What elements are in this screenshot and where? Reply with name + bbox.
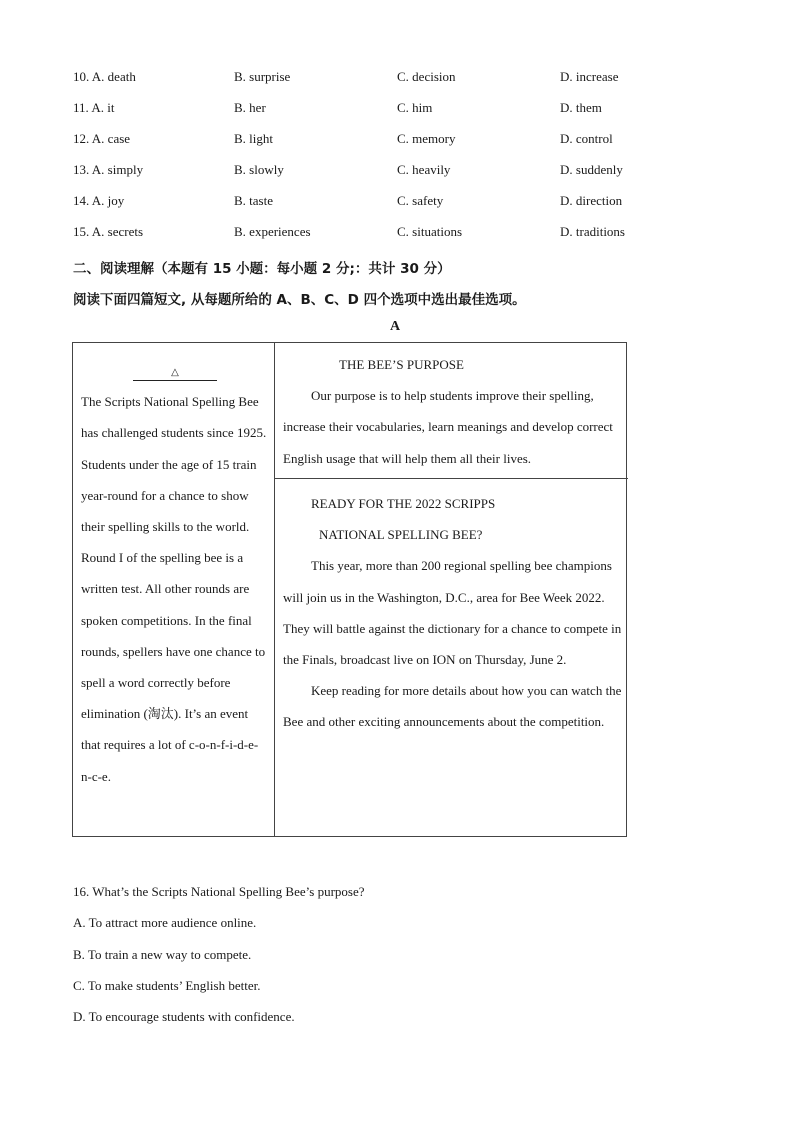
option-b: B. experiences xyxy=(234,224,311,239)
option-d: D. increase xyxy=(560,69,619,84)
option-a: 15. A. secrets xyxy=(73,224,144,239)
option-row-12 xyxy=(73,131,673,149)
left-text: The Scripts National Spelling Bee has challenged students since 1925. Students under the age of 15 train year-round for a chance to show their spelling skills to the world. Round I of the spelling bee is a written test. All other rounds are spoken competitions. In the final rounds, spellers have one chance to spell a word correctly before elimination (淘汰). It’s an event that requires a lot of c-o-n-f-i-d-e-n-c-e. xyxy=(81,394,267,784)
option-a: 13. A. simply xyxy=(73,162,144,177)
option-c: C. decision xyxy=(397,69,456,84)
passage-box xyxy=(72,342,627,837)
title-blank xyxy=(81,355,269,386)
option-b: B. taste xyxy=(234,193,273,208)
left-column xyxy=(81,355,269,792)
question-stem: 16. What’s the Scripts National Spelling Bee’s purpose? xyxy=(73,884,365,899)
answer-option-b: B. To train a new way to compete. xyxy=(73,946,252,962)
answer-option-d: D. To encourage students with confidence. xyxy=(73,1009,295,1025)
section-instruction: 阅读下面四篇短文, 从每题所给的 A、B、C、D 四个选项中选出最佳选项。 xyxy=(73,292,526,308)
option-b: B. surprise xyxy=(234,69,291,84)
option-b: B. light xyxy=(234,131,274,146)
option-d: D. traditions xyxy=(560,224,625,239)
answer-option-a: A. To attract more audience online. xyxy=(73,915,257,931)
option-c: C. heavily xyxy=(397,162,451,177)
option-a: 11. A. it xyxy=(73,100,115,115)
option-c: C. situations xyxy=(397,224,463,239)
triangle-marker: △ xyxy=(171,367,179,378)
question-16 xyxy=(73,876,673,1032)
option-b: B. slowly xyxy=(234,162,284,177)
option-d: D. control xyxy=(560,131,613,146)
passage-label: A xyxy=(390,319,401,334)
ready-title-line-2: NATIONAL SPELLING BEE? xyxy=(319,527,483,543)
option-c: C. safety xyxy=(397,193,444,208)
ready-title-line-1: READY FOR THE 2022 SCRIPPS xyxy=(311,496,496,511)
ready-text-2: Keep reading for more details about how you can watch the Bee and other exciting announcements about the competition. xyxy=(283,683,622,730)
purpose-title: THE BEE’S PURPOSE xyxy=(339,357,464,372)
column-divider xyxy=(274,343,275,836)
purpose-cell xyxy=(283,349,623,474)
ready-text-1: This year, more than 200 regional spelling bee champions will join us in the Washington, D.C., area for Bee Week 2022. They will battle against the dictionary for a chance to compete in the Finals, broadcast live on ION on Thursday, June 2. xyxy=(283,558,622,668)
option-a: 14. A. joy xyxy=(73,193,125,208)
option-row-13 xyxy=(73,162,673,180)
ready-cell xyxy=(283,488,623,738)
option-b: B. her xyxy=(234,100,266,115)
option-row-10 xyxy=(73,69,673,87)
purpose-text: Our purpose is to help students improve their spelling, increase their vocabularies, learn meanings and develop correct English usage that will help them all their lives. xyxy=(283,388,613,466)
answer-option-c: C. To make students’ English better. xyxy=(73,977,261,993)
section-title: 二、阅读理解（本题有 15 小题：每小题 2 分;：共计 30 分） xyxy=(73,261,451,277)
option-d: D. suddenly xyxy=(560,162,623,177)
option-row-15 xyxy=(73,224,673,242)
option-c: C. memory xyxy=(397,131,456,146)
option-c: C. him xyxy=(397,100,433,115)
option-a: 10. A. death xyxy=(73,69,136,84)
option-row-11 xyxy=(73,100,673,118)
row-divider xyxy=(274,478,628,479)
option-d: D. direction xyxy=(560,193,623,208)
option-d: D. them xyxy=(560,100,602,115)
option-a: 12. A. case xyxy=(73,131,131,146)
blank-line xyxy=(133,364,217,381)
option-row-14 xyxy=(73,193,673,211)
